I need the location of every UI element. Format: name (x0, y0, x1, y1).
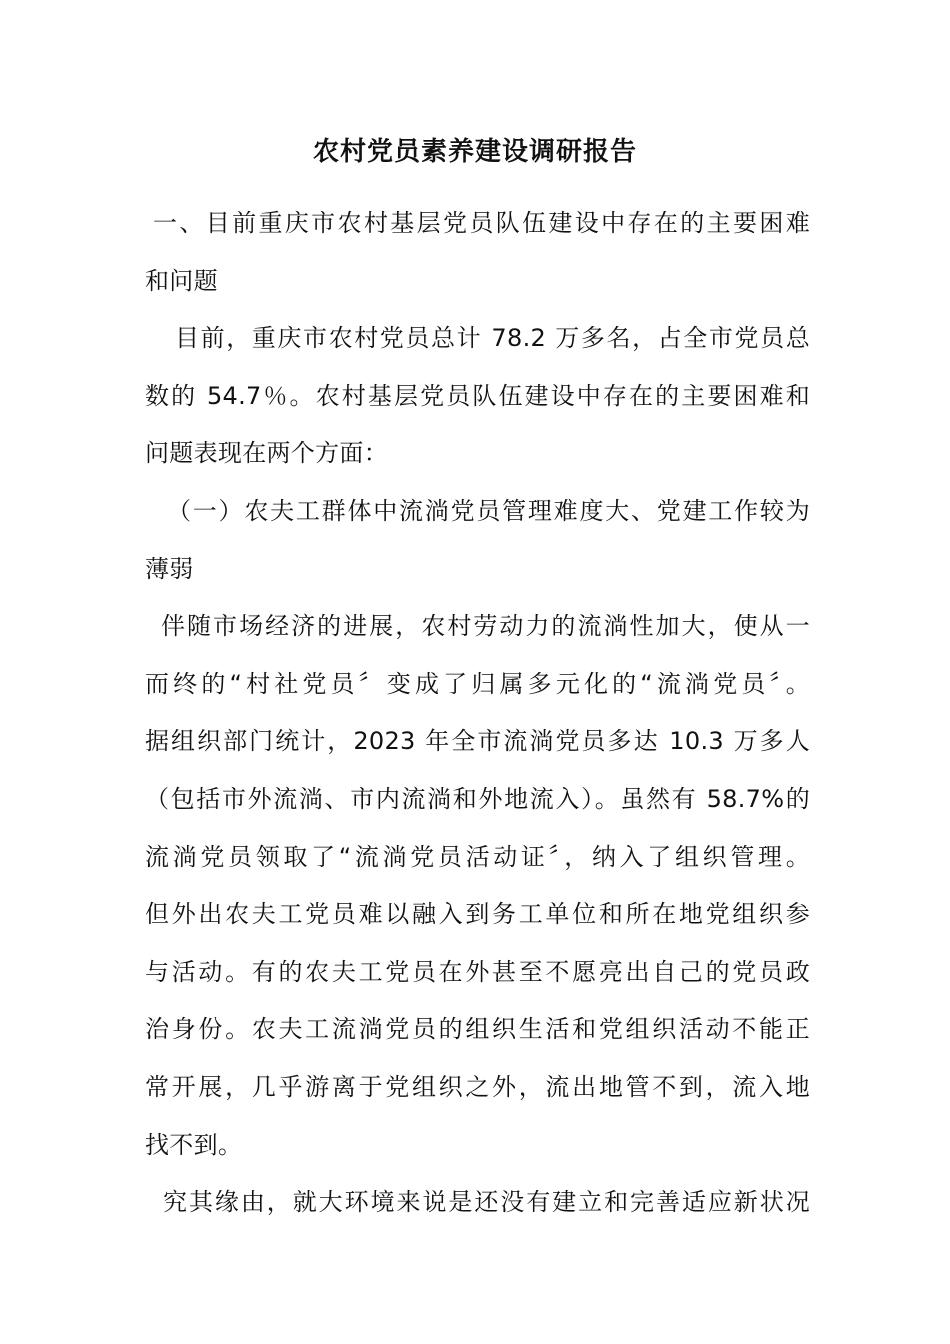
paragraph-line: 据组织部门统计，2023 年全市流淌党员多达 10.3 万多人 (145, 727, 810, 756)
paragraph-line: 伴随市场经济的进展，农村劳动力的流淌性加大，使从一 (161, 612, 810, 641)
paragraph-line: 流淌党员领取了“流淌党员活动证〞，纳入了组织管理。 (145, 842, 810, 871)
paragraph-line: 问题表现在两个方面： (145, 439, 388, 468)
paragraph-line: 治身份。农夫工流淌党员的组织生活和党组织活动不能正 (145, 1015, 810, 1044)
paragraph-line: （包括市外流淌、市内流淌和外地流入）。虽然有 58.7%的 (145, 784, 810, 813)
paragraph-line: 找不到。 (145, 1130, 243, 1159)
paragraph-line: 而终的“村社党员〞变成了归属多元化的“流淌党员〞。 (145, 669, 810, 698)
paragraph-line: 与活动。有的农夫工党员在外甚至不愿亮出自己的党员政 (145, 957, 810, 986)
document-title: 农村党员素养建设调研报告 (312, 137, 637, 167)
subsection-heading-line-2: 薄弱 (145, 554, 194, 583)
section-heading-line-1: 一、目前重庆市农村基层党员队伍建设中存在的主要困难 (153, 209, 810, 237)
paragraph-line: 常开展，几乎游离于党组织之外，流出地管不到，流入地 (145, 1072, 810, 1101)
section-heading-line-2: 和问题 (145, 266, 218, 295)
paragraph-line: 究其缘由，就大环境来说是还没有建立和完善适应新状况 (163, 1188, 810, 1217)
paragraph-line: 目前，重庆市农村党员总计 78.2 万多名，占全市党员总 (175, 324, 810, 353)
paragraph-line: 但外出农夫工党员难以融入到务工单位和所在地党组织参 (145, 900, 810, 929)
document-body (145, 200, 810, 1237)
subsection-heading-line-1: （一）农夫工群体中流淌党员管理难度大、党建工作较为 (167, 496, 810, 525)
paragraph-line: 数的 54.7％。农村基层党员队伍建设中存在的主要困难和 (145, 381, 810, 410)
